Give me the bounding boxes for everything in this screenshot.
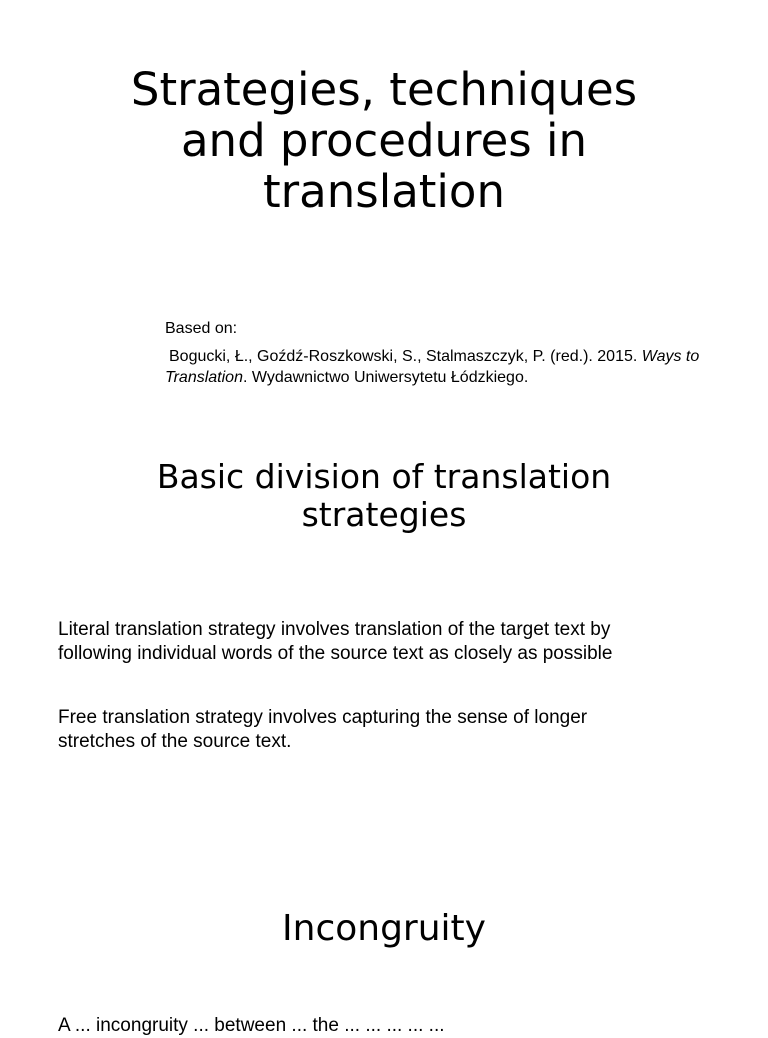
citation-authors: Bogucki, Ł., Goźdź-Roszkowski, S., Stalmaszczyk, P. (red.). 2015. — [169, 348, 642, 365]
title-line: Basic division of translation — [156, 457, 612, 496]
based-on-label: Based on: — [165, 320, 238, 337]
paragraph-line: stretches of the source text. — [58, 731, 292, 752]
source-citation-block — [165, 318, 755, 388]
incongruity-paragraph-cut-off: A ... incongruity ... between ... the ... ... ... ... ... — [58, 1015, 445, 1036]
paragraph-line: Literal translation strategy involves translation of the target text by — [58, 619, 611, 640]
title-line: strategies — [301, 495, 467, 534]
title-line: Strategies, techniques — [130, 63, 638, 116]
free-strategy-paragraph — [58, 706, 738, 754]
paragraph-line: Free translation strategy involves capturing the sense of longer — [58, 707, 588, 728]
paragraph-line: following individual words of the source text as closely as possible — [58, 643, 613, 664]
citation-line — [165, 346, 755, 367]
title-line: and procedures in — [180, 114, 588, 167]
citation-book-title-part: Ways to — [641, 348, 700, 365]
citation-book-title-part: Translation — [165, 369, 243, 386]
slide-title-incongruity: Incongruity — [282, 908, 486, 949]
slide-title-division — [0, 458, 768, 534]
title-line: translation — [263, 165, 505, 218]
citation-publisher: . Wydawnictwo Uniwersytetu Łódzkiego. — [242, 369, 529, 386]
slide-title-main — [0, 64, 768, 217]
literal-strategy-paragraph — [58, 618, 738, 666]
citation-line — [165, 367, 755, 388]
